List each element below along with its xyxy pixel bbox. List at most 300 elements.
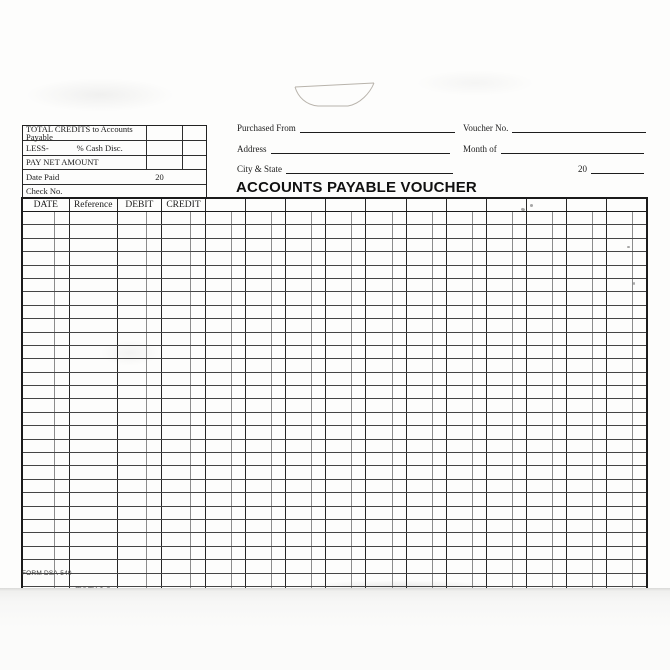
ledger-cell <box>366 493 392 506</box>
ledger-cell <box>593 439 607 452</box>
ledger-cell <box>552 265 566 278</box>
ledger-cell <box>352 412 366 425</box>
ledger-cell <box>486 252 512 265</box>
ledger-cell <box>69 533 117 546</box>
ledger-cell <box>117 506 146 519</box>
ledger-cell <box>567 292 593 305</box>
ledger-cell <box>54 305 69 318</box>
month-of-label: Month of <box>463 144 497 154</box>
ledger-cell <box>432 573 446 586</box>
purchased-from-label: Purchased From <box>237 123 296 133</box>
ledger-cell <box>633 265 647 278</box>
ledger-cell <box>552 573 566 586</box>
ledger-cell <box>54 533 69 546</box>
ledger-cell <box>54 386 69 399</box>
ledger-cell <box>69 506 117 519</box>
ledger-cell <box>146 252 161 265</box>
ledger-cell <box>446 225 472 238</box>
ledger-cell <box>326 292 352 305</box>
ledger-cell <box>567 372 593 385</box>
ledger-cell <box>392 439 406 452</box>
ledger-cell <box>190 305 205 318</box>
ledger-cell <box>352 560 366 573</box>
ledger-cell <box>392 278 406 291</box>
ledger-cell <box>146 399 161 412</box>
ledger-cell <box>593 225 607 238</box>
ledger-cell <box>69 292 117 305</box>
ledger-cell <box>206 439 232 452</box>
ledger-cell <box>117 386 146 399</box>
ledger-cell <box>366 386 392 399</box>
ledger-cell <box>286 212 312 225</box>
ledger-cell <box>69 332 117 345</box>
ledger-cell <box>446 386 472 399</box>
ledger-cell <box>352 466 366 479</box>
ledger-cell <box>472 399 486 412</box>
ledger-cell <box>69 345 117 358</box>
ledger-cell <box>232 426 246 439</box>
ledger-cell <box>366 479 392 492</box>
ledger-cell <box>512 426 526 439</box>
ledger-cell <box>607 493 633 506</box>
ledger-cell <box>117 546 146 559</box>
ledger-cell <box>406 238 432 251</box>
ledger-cell <box>246 506 272 519</box>
ledger-cell <box>22 519 54 532</box>
ledger-cell <box>593 533 607 546</box>
ledger-cell <box>406 332 432 345</box>
ledger-cell <box>486 319 512 332</box>
ledger-cell <box>117 412 146 425</box>
ledger-cell <box>392 573 406 586</box>
ledger-cell <box>117 278 146 291</box>
ledger-cell <box>272 533 286 546</box>
ledger-cell <box>246 519 272 532</box>
ledger-cell <box>512 493 526 506</box>
ledger-cell <box>446 359 472 372</box>
ledger-cell <box>633 453 647 466</box>
ledger-cell <box>607 359 633 372</box>
ledger-cell <box>146 238 161 251</box>
ledger-data-row <box>22 426 647 439</box>
city-state-field <box>237 163 453 174</box>
credits-summary-box <box>22 125 207 199</box>
ledger-cell <box>146 292 161 305</box>
ledger-data-row <box>22 212 647 225</box>
ledger-cell <box>22 479 54 492</box>
ledger-cell <box>272 453 286 466</box>
ledger-cell <box>190 212 205 225</box>
ledger-cell <box>22 493 54 506</box>
ledger-cell <box>567 386 593 399</box>
ledger-cell <box>190 345 205 358</box>
ledger-cell <box>472 426 486 439</box>
ledger-cell <box>22 453 54 466</box>
ledger-cell <box>633 412 647 425</box>
ledger-cell <box>607 238 633 251</box>
ledger-cell <box>286 560 312 573</box>
ledger-cell <box>486 466 512 479</box>
ledger-cell <box>146 439 161 452</box>
ledger-cell <box>312 412 326 425</box>
ledger-cell <box>472 386 486 399</box>
ledger-cell <box>206 426 232 439</box>
ledger-cell <box>272 493 286 506</box>
ledger-cell <box>607 252 633 265</box>
ledger-cell <box>246 546 272 559</box>
ledger-cell <box>607 319 633 332</box>
ledger-cell <box>54 506 69 519</box>
ledger-cell <box>352 506 366 519</box>
ledger-cell <box>406 439 432 452</box>
ledger-cell <box>406 479 432 492</box>
ledger-cell <box>286 533 312 546</box>
ledger-cell <box>246 265 272 278</box>
ledger-cell <box>526 506 552 519</box>
ledger-cell <box>312 305 326 318</box>
ledger-data-row <box>22 453 647 466</box>
ledger-cell <box>232 466 246 479</box>
ledger-cell <box>472 359 486 372</box>
ledger-cell <box>406 493 432 506</box>
ledger-cell <box>432 439 446 452</box>
ledger-cell <box>552 319 566 332</box>
ledger-cell <box>326 332 352 345</box>
ledger-cell <box>607 533 633 546</box>
ledger-cell <box>366 412 392 425</box>
check-no-label: Check No. <box>26 186 63 196</box>
ledger-cell <box>206 386 232 399</box>
ledger-cell <box>286 546 312 559</box>
ledger-cell <box>246 479 272 492</box>
ledger-cell <box>432 506 446 519</box>
ledger-cell <box>272 252 286 265</box>
ledger-cell <box>22 292 54 305</box>
ledger-cell <box>552 305 566 318</box>
ledger-cell <box>567 466 593 479</box>
ledger-cell <box>246 466 272 479</box>
ledger-cell <box>512 225 526 238</box>
ledger-cell <box>366 439 392 452</box>
total-credits-label: TOTAL CREDITS to Accounts Payable <box>26 123 133 143</box>
ledger-cell <box>406 386 432 399</box>
ledger-cell <box>69 546 117 559</box>
ledger-cell <box>161 399 190 412</box>
ledger-cell <box>406 345 432 358</box>
header-debit: DEBIT <box>117 198 161 212</box>
ledger-cell <box>246 453 272 466</box>
ledger-cell <box>286 359 312 372</box>
ledger-cell <box>272 359 286 372</box>
ledger-cell <box>607 305 633 318</box>
ledger-cell <box>312 319 326 332</box>
month-of-line <box>501 143 644 154</box>
ledger-cell <box>206 453 232 466</box>
ledger-cell <box>593 493 607 506</box>
ledger-cell <box>161 466 190 479</box>
ledger-cell <box>246 252 272 265</box>
ledger-cell <box>146 278 161 291</box>
ledger-cell <box>432 519 446 532</box>
ledger-data-row <box>22 399 647 412</box>
ledger-data-row <box>22 412 647 425</box>
ledger-cell <box>246 412 272 425</box>
ledger-cell <box>526 278 552 291</box>
ledger-cell <box>567 453 593 466</box>
ledger-cell <box>54 345 69 358</box>
ledger-cell <box>526 359 552 372</box>
ledger-cell <box>206 332 232 345</box>
ledger-cell <box>272 332 286 345</box>
ledger-cell <box>54 278 69 291</box>
ledger-cell <box>117 305 146 318</box>
ledger-cell <box>232 278 246 291</box>
ledger-cell <box>352 426 366 439</box>
ledger-cell <box>190 493 205 506</box>
ledger-cell <box>472 292 486 305</box>
ledger-cell <box>472 332 486 345</box>
ledger-cell <box>593 372 607 385</box>
ledger-cell <box>526 560 552 573</box>
ledger-cell <box>312 506 326 519</box>
ledger-cell <box>232 345 246 358</box>
ledger-cell <box>352 252 366 265</box>
ledger-cell <box>633 372 647 385</box>
ledger-cell <box>161 212 190 225</box>
ledger-cell <box>54 479 69 492</box>
ledger-cell <box>406 466 432 479</box>
ledger-cell <box>446 519 472 532</box>
ledger-cell <box>366 506 392 519</box>
ledger-cell <box>472 466 486 479</box>
ledger-cell <box>486 292 512 305</box>
ledger-cell <box>146 305 161 318</box>
ledger-cell <box>432 359 446 372</box>
ledger-data-row <box>22 506 647 519</box>
ledger-cell <box>246 386 272 399</box>
ledger-cell <box>366 519 392 532</box>
ledger-cell <box>486 238 512 251</box>
ledger-cell <box>272 265 286 278</box>
header-amount-column <box>326 198 366 212</box>
less-text: LESS- <box>26 142 49 153</box>
ledger-cell <box>432 292 446 305</box>
ledger-cell <box>206 212 232 225</box>
ledger-cell <box>607 386 633 399</box>
ledger-cell <box>512 305 526 318</box>
ledger-data-row <box>22 573 647 586</box>
ledger-cell <box>54 225 69 238</box>
ledger-cell <box>161 493 190 506</box>
ledger-cell <box>593 506 607 519</box>
ledger-cell <box>486 439 512 452</box>
ledger-cell <box>593 546 607 559</box>
ledger-cell <box>22 345 54 358</box>
ledger-cell <box>512 533 526 546</box>
voucher-no-label: Voucher No. <box>463 123 509 133</box>
ledger-cell <box>69 305 117 318</box>
ledger-cell <box>117 212 146 225</box>
ledger-cell <box>117 359 146 372</box>
ledger-cell <box>512 506 526 519</box>
ledger-cell <box>607 453 633 466</box>
ledger-cell <box>312 560 326 573</box>
ledger-cell <box>326 278 352 291</box>
header-amount-column <box>366 198 406 212</box>
cash-disc-amount-cell <box>146 141 182 154</box>
ledger-cell <box>246 305 272 318</box>
ledger-cell <box>232 359 246 372</box>
ledger-cell <box>312 546 326 559</box>
ledger-cell <box>432 426 446 439</box>
ledger-cell <box>161 533 190 546</box>
ledger-cell <box>607 278 633 291</box>
ledger-cell <box>326 386 352 399</box>
total-credits-cents-cell <box>182 126 206 140</box>
envelope-thumb-notch <box>292 79 378 111</box>
ledger-cell <box>432 372 446 385</box>
date-paid-year-prefix: 20 <box>155 171 164 182</box>
ledger-cell <box>54 546 69 559</box>
ledger-cell <box>146 506 161 519</box>
ledger-cell <box>432 399 446 412</box>
ledger-cell <box>593 212 607 225</box>
ledger-cell <box>232 332 246 345</box>
ledger-cell <box>117 372 146 385</box>
ledger-cell <box>312 533 326 546</box>
ledger-cell <box>22 386 54 399</box>
ledger-cell <box>446 466 472 479</box>
ledger-cell <box>161 292 190 305</box>
ledger-cell <box>232 506 246 519</box>
ledger-cell <box>232 265 246 278</box>
ledger-cell <box>161 332 190 345</box>
ledger-cell <box>446 212 472 225</box>
ledger-cell <box>161 426 190 439</box>
ledger-cell <box>392 453 406 466</box>
ledger-cell <box>190 252 205 265</box>
ledger-cell <box>272 386 286 399</box>
ledger-cell <box>312 238 326 251</box>
ledger-cell <box>272 278 286 291</box>
ledger-cell <box>206 238 232 251</box>
ledger-cell <box>352 546 366 559</box>
ledger-cell <box>446 426 472 439</box>
ledger-cell <box>312 573 326 586</box>
ledger-cell <box>392 399 406 412</box>
ledger-cell <box>633 560 647 573</box>
ledger-cell <box>312 466 326 479</box>
ledger-cell <box>69 479 117 492</box>
ledger-cell <box>22 546 54 559</box>
ledger-cell <box>117 573 146 586</box>
ledger-cell <box>432 238 446 251</box>
ledger-cell <box>161 278 190 291</box>
month-of-field <box>463 143 644 154</box>
ledger-cell <box>146 345 161 358</box>
ledger-cell <box>117 439 146 452</box>
ledger-cell <box>567 252 593 265</box>
ledger-cell <box>117 479 146 492</box>
ledger-cell <box>432 466 446 479</box>
ledger-cell <box>69 265 117 278</box>
ledger-cell <box>161 238 190 251</box>
ledger-cell <box>567 519 593 532</box>
ledger-data-row <box>22 292 647 305</box>
ledger-cell <box>633 546 647 559</box>
ledger-cell <box>69 359 117 372</box>
ledger-cell <box>552 345 566 358</box>
ledger-cell <box>446 238 472 251</box>
ledger-cell <box>526 399 552 412</box>
ledger-cell <box>352 386 366 399</box>
ledger-cell <box>272 305 286 318</box>
pay-net-cents-cell <box>182 156 206 169</box>
ledger-cell <box>69 399 117 412</box>
ledger-cell <box>206 359 232 372</box>
ledger-cell <box>512 573 526 586</box>
ledger-cell <box>206 519 232 532</box>
ledger-cell <box>512 278 526 291</box>
ledger-cell <box>526 212 552 225</box>
ledger-cell <box>352 225 366 238</box>
ledger-cell <box>161 225 190 238</box>
ledger-cell <box>406 278 432 291</box>
ledger-cell <box>366 212 392 225</box>
ledger-cell <box>54 292 69 305</box>
ledger-cell <box>22 319 54 332</box>
ledger-cell <box>446 305 472 318</box>
header-reference: Reference <box>69 198 117 212</box>
ledger-cell <box>286 225 312 238</box>
ledger-cell <box>286 573 312 586</box>
ledger-cell <box>69 453 117 466</box>
ledger-cell <box>272 546 286 559</box>
header-amount-column <box>486 198 526 212</box>
ledger-cell <box>567 332 593 345</box>
ledger-data-row <box>22 479 647 492</box>
ledger-cell <box>326 439 352 452</box>
ledger-cell <box>117 426 146 439</box>
ledger-cell <box>146 225 161 238</box>
ledger-cell <box>326 493 352 506</box>
ledger-cell <box>486 506 512 519</box>
ledger-cell <box>472 453 486 466</box>
ledger-cell <box>593 399 607 412</box>
ledger-cell <box>446 319 472 332</box>
ledger-cell <box>22 399 54 412</box>
ledger-cell <box>406 292 432 305</box>
ledger-cell <box>312 252 326 265</box>
ledger-cell <box>552 386 566 399</box>
ledger-cell <box>567 319 593 332</box>
ledger-cell <box>486 305 512 318</box>
ledger-cell <box>161 546 190 559</box>
ledger-cell <box>593 519 607 532</box>
ledger-cell <box>54 319 69 332</box>
ledger-cell <box>512 238 526 251</box>
ledger-cell <box>486 225 512 238</box>
ledger-cell <box>352 238 366 251</box>
ledger-cell <box>552 292 566 305</box>
ledger-cell <box>312 453 326 466</box>
ledger-cell <box>352 278 366 291</box>
ledger-cell <box>272 212 286 225</box>
ledger-cell <box>272 372 286 385</box>
ledger-cell <box>512 399 526 412</box>
ledger-cell <box>406 519 432 532</box>
ledger-cell <box>232 479 246 492</box>
